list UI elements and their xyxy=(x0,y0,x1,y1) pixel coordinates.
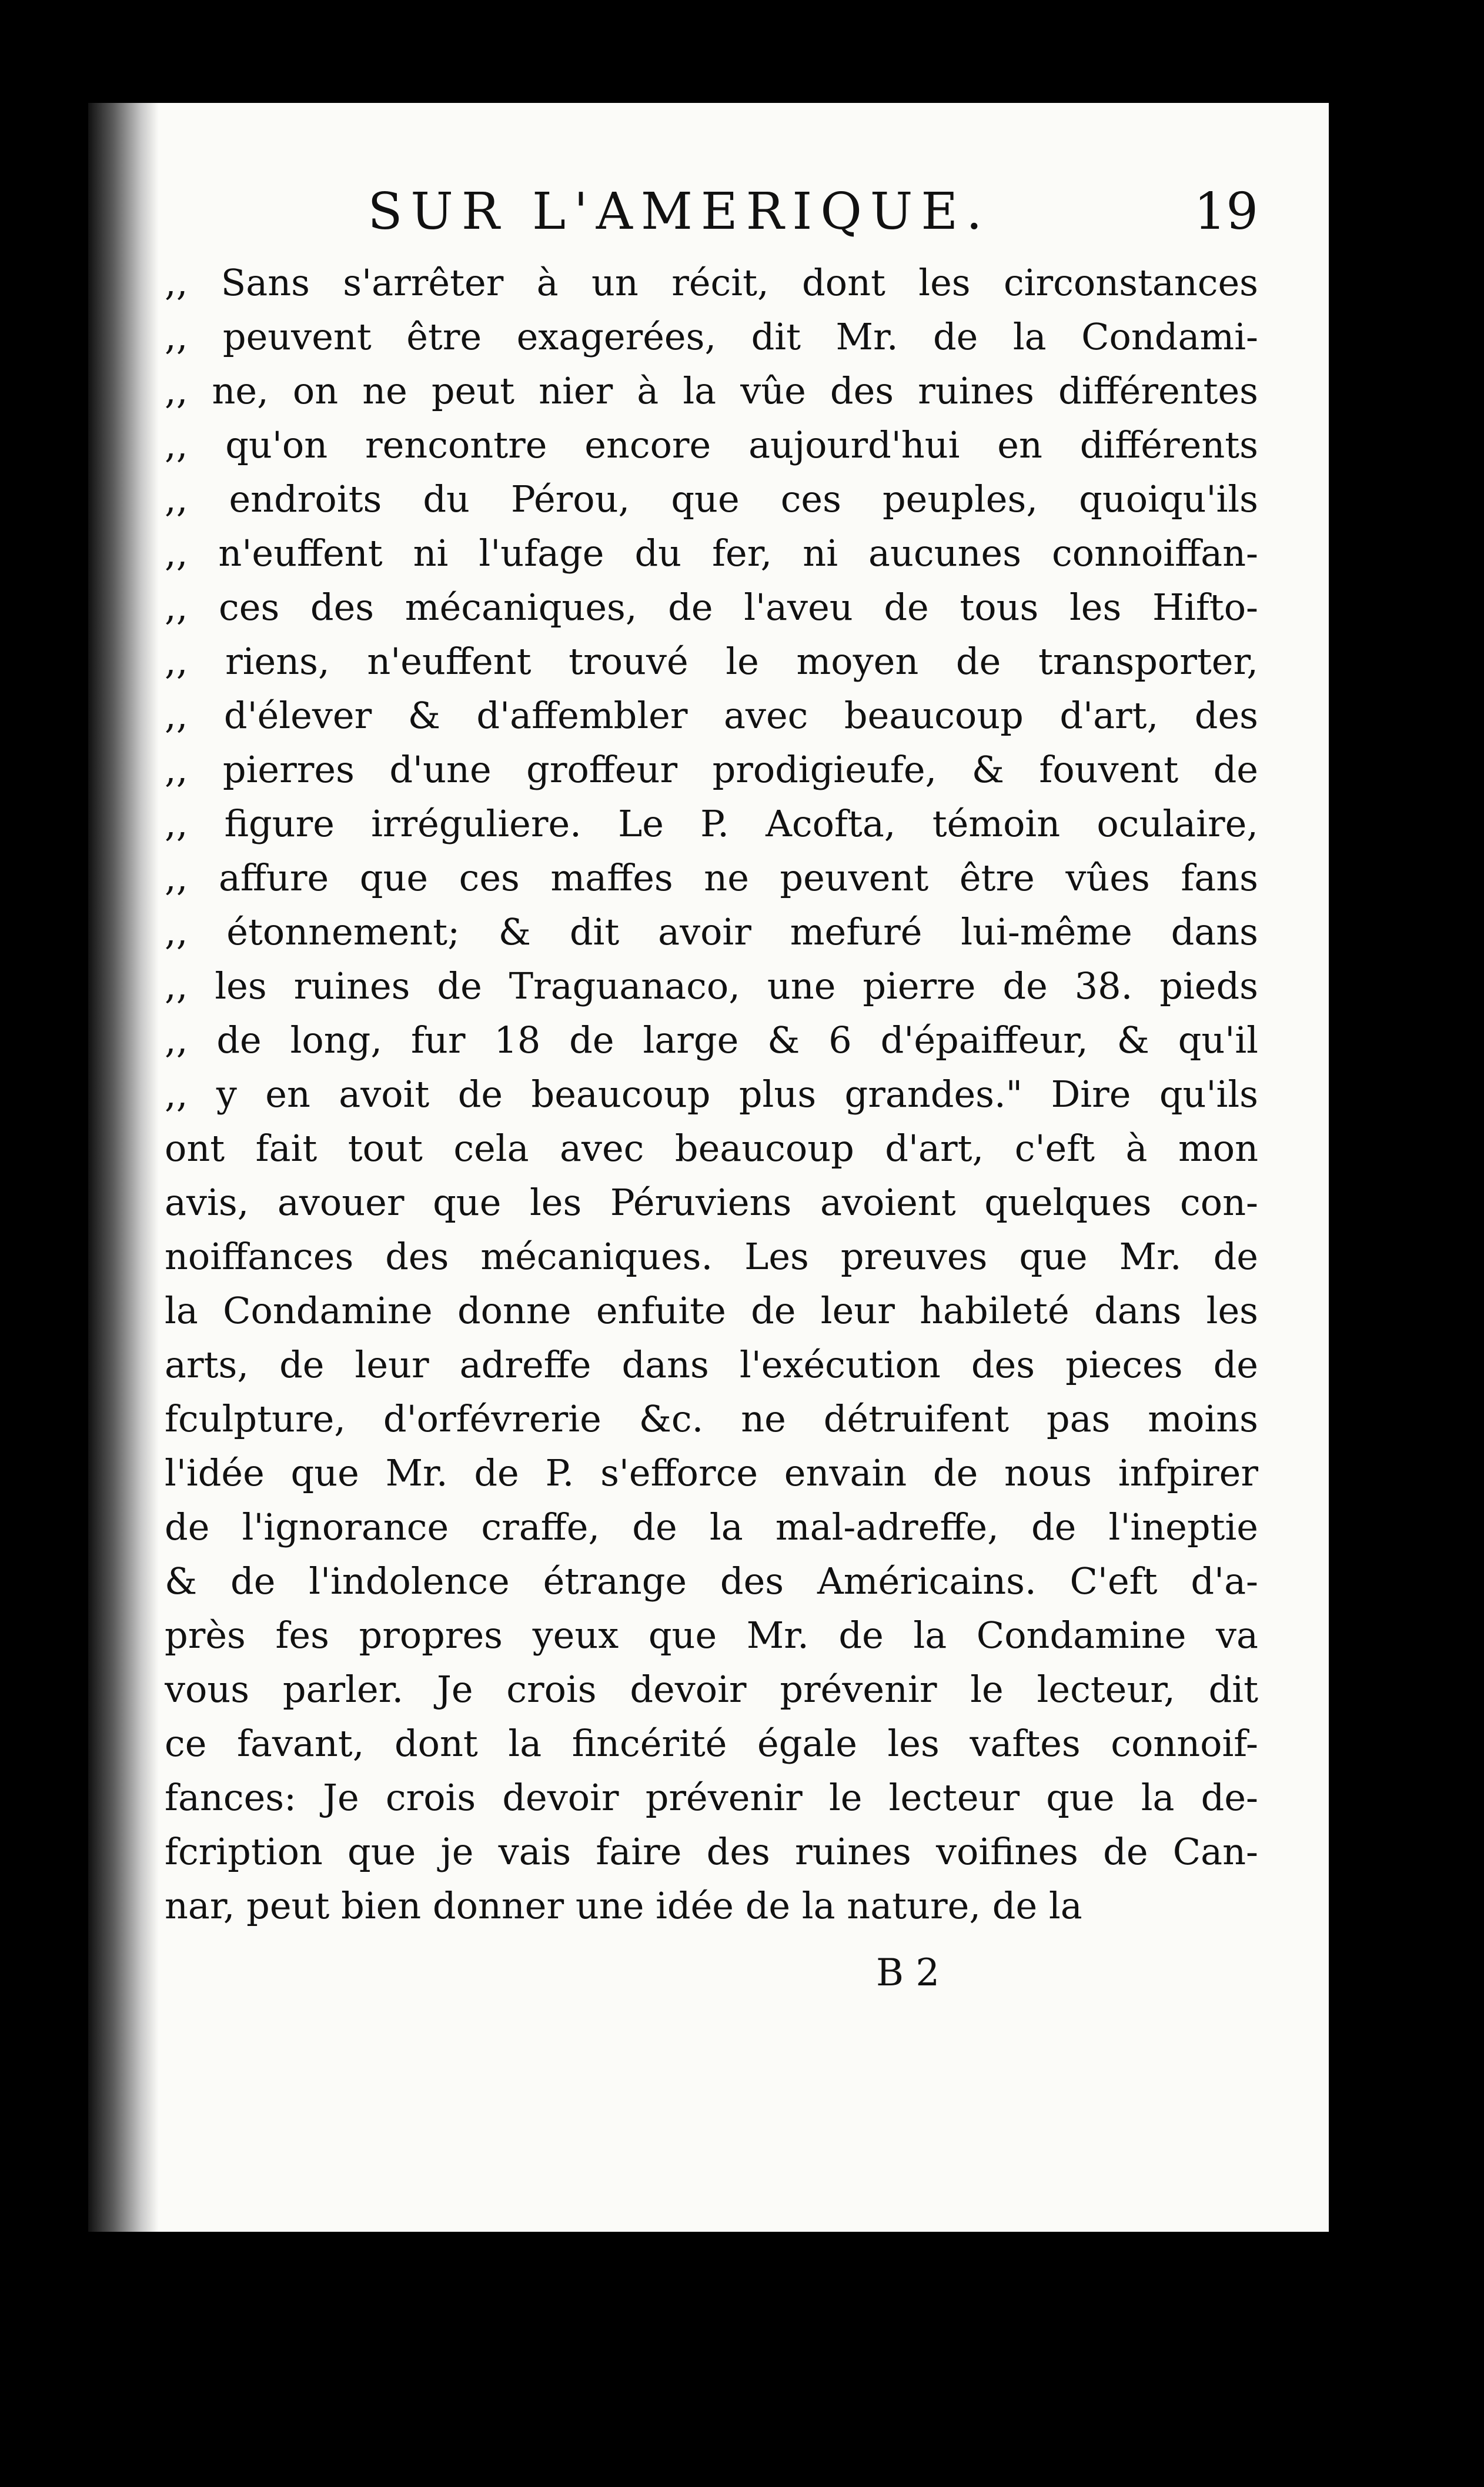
text-line: fcription que je vais faire des ruines voifines de Can- xyxy=(165,1830,1258,1873)
text-line: nar, peut bien donner une idée de la nature, de la xyxy=(165,1884,1082,1927)
text-line: arts, de leur adreffe dans l'exécution des pieces de xyxy=(165,1343,1258,1386)
text-line: ,, ces des mécaniques, de l'aveu de tous les Hifto- xyxy=(165,586,1258,629)
text-line: ce favant, dont la fincérité égale les vaftes connoif- xyxy=(165,1722,1258,1765)
text-line: la Condamine donne enfuite de leur habileté dans les xyxy=(165,1289,1258,1332)
page-number: 19 xyxy=(1194,182,1258,241)
text-line: fances: Je crois devoir prévenir le lecteur que la de- xyxy=(165,1776,1258,1819)
text-line: & de l'indolence étrange des Américains. C'eft d'a- xyxy=(165,1560,1258,1603)
text-line: avis, avouer que les Péruviens avoient quelques con- xyxy=(165,1181,1258,1224)
text-line: ,, endroits du Pérou, que ces peuples, quoiqu'ils xyxy=(165,478,1258,520)
signature-mark: B 2 xyxy=(876,1951,940,1995)
text-line: de l'ignorance craffe, de la mal-adreffe, de l'ineptie xyxy=(165,1505,1258,1548)
running-head: SUR L'AMERIQUE. xyxy=(367,182,991,241)
text-line: ,, les ruines de Traguanaco, une pierre de 38. pieds xyxy=(165,964,1258,1007)
text-line: ,, d'élever & d'affembler avec beaucoup d'art, des xyxy=(165,694,1258,737)
text-line: l'idée que Mr. de P. s'efforce envain de nous infpirer xyxy=(165,1451,1258,1494)
text-line: ont fait tout cela avec beaucoup d'art, c'eft à mon xyxy=(165,1127,1258,1170)
text-line: ,, riens, n'euffent trouvé le moyen de transporter, xyxy=(165,640,1258,683)
text-line: fculpture, d'orfévrerie &c. ne détruifent pas moins xyxy=(165,1397,1258,1440)
text-line: ,, qu'on rencontre encore aujourd'hui en différents xyxy=(165,423,1258,466)
text-line: près fes propres yeux que Mr. de la Condamine va xyxy=(165,1614,1258,1657)
text-line: vous parler. Je crois devoir prévenir le lecteur, dit xyxy=(165,1668,1258,1711)
text-line: ,, de long, fur 18 de large & 6 d'épaiffeur, & qu'il xyxy=(165,1019,1258,1061)
text-line: ,, étonnement; & dit avoir mefuré lui-même dans xyxy=(165,910,1258,953)
book-page xyxy=(88,103,1329,2232)
text-line: ,, Sans s'arrêter à un récit, dont les circonstances xyxy=(165,261,1258,304)
text-line: ,, n'euffent ni l'ufage du fer, ni aucunes connoiffan- xyxy=(165,532,1258,575)
text-line: noiffances des mécaniques. Les preuves que Mr. de xyxy=(165,1235,1258,1278)
body-text xyxy=(165,256,1258,1933)
page-gutter-shadow xyxy=(88,103,159,2232)
text-line: ,, affure que ces maffes ne peuvent être vûes fans xyxy=(165,856,1258,899)
text-line: ,, pierres d'une groffeur prodigieufe, & fouvent de xyxy=(165,748,1258,791)
text-line: ,, y en avoit de beaucoup plus grandes." Dire qu'ils xyxy=(165,1073,1258,1116)
text-line: ,, figure irréguliere. Le P. Acofta, témoin oculaire, xyxy=(165,802,1258,845)
page-header xyxy=(182,173,1258,250)
text-line: ,, ne, on ne peut nier à la vûe des ruines différentes xyxy=(165,369,1258,412)
text-line: ,, peuvent être exagerées, dit Mr. de la Condami- xyxy=(165,315,1258,358)
